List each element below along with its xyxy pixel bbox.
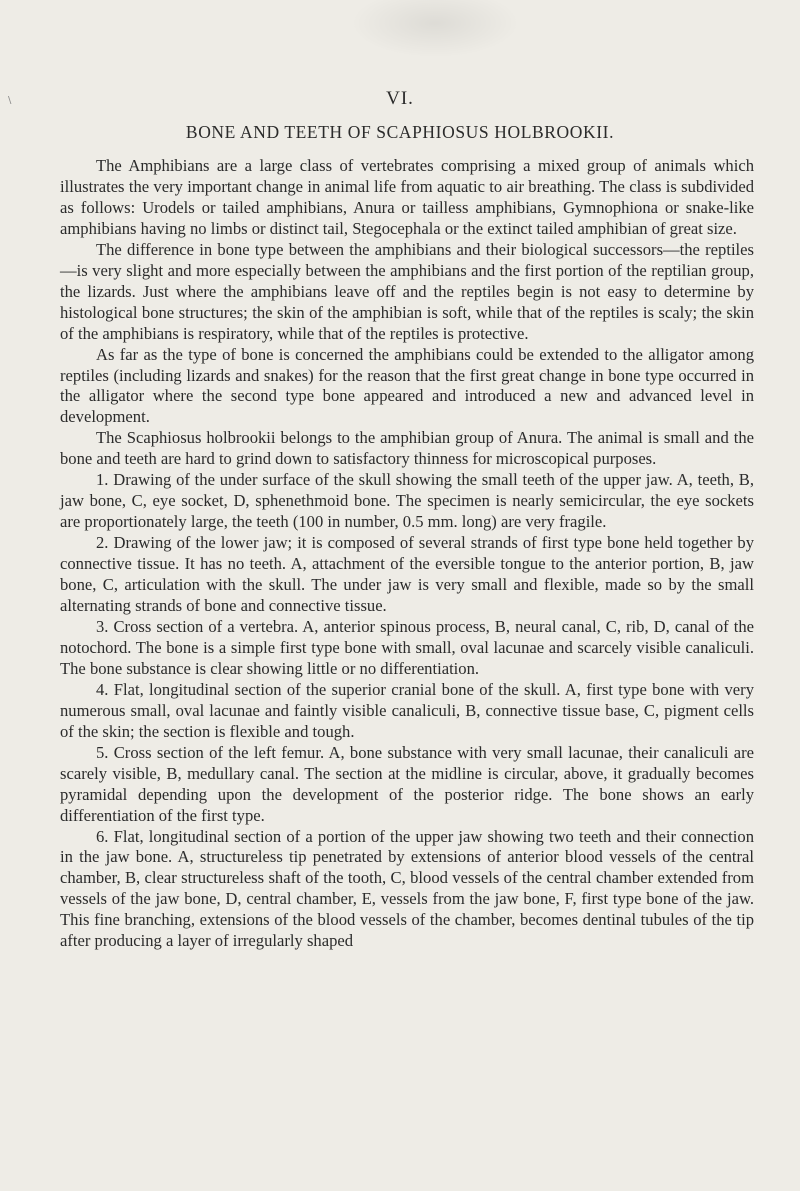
- chapter-title: BONE AND TEETH OF SCAPHIOSUS HOLBROOKII.: [185, 122, 615, 142]
- corner-mark: \: [8, 95, 12, 106]
- body-text: [60, 156, 754, 952]
- paragraph-bone-type: As far as the type of bone is concerned the amphibians could be extended to the alligator among reptiles (including lizards and snakes) for the reason that the first great change in bone type occurred in the alligator where the second type bone appeared and introduced a new and advanced level in development.: [60, 344, 754, 427]
- paragraph-bone-difference: The difference in bone type between the amphibians and their biological successors—the reptiles—is very slight and more especially between the amphibians and the first portion of the reptilian group, the lizards. Just where the amphibians leave off and the reptiles begin is not easy to determine by histological bone structures; the skin of the amphibian is soft, while that of the reptiles is scaly; the skin of the amphibians is respiratory, while that of the reptiles is protective.: [60, 239, 754, 343]
- paragraph-item-1: 1. Drawing of the under surface of the skull showing the small teeth of the upper jaw. A, teeth, B, jaw bone, C, eye socket, D, sphenethmoid bone. The specimen is nearly semicircular, the eye sockets are proportionately large, the teeth (100 in number, 0.5 mm. long) are very fragile.: [60, 470, 754, 532]
- chapter-number: VI.: [386, 88, 414, 109]
- page-shadow: [350, 0, 520, 58]
- paragraph-item-3: 3. Cross section of a vertebra. A, anterior spinous process, B, neural canal, C, rib, D, canal of the notochord. The bone is a simple first type bone with small, oval lacunae and scarcely visible canaliculi. The bone substance is clear showing little or no differentiation.: [60, 616, 754, 678]
- paragraph-item-2: 2. Drawing of the lower jaw; it is composed of several strands of first type bone held together by connective tissue. It has no teeth. A, attachment of the eversible tongue to the anterior portion, B, jaw bone, C, articulation with the skull. The under jaw is very small and flexible, made so by the small alternating strands of bone and connective tissue.: [60, 533, 754, 616]
- paragraph-item-6: 6. Flat, longitudinal section of a portion of the upper jaw showing two teeth and their connection in the jaw bone. A, structureless tip penetrated by extensions of anterior blood vessels of the central chamber, B, clear structureless shaft of the tooth, C, blood vessels of the central chamber extended from vessels of the jaw bone, D, central chamber, E, vessels from the jaw bone, F, first type bone of the jaw. This fine branching, extensions of the blood vessels of the chamber, becomes dentinal tubules of the tip after producing a layer of irregularly shaped: [60, 826, 754, 951]
- paragraph-item-5: 5. Cross section of the left femur. A, bone substance with very small lacunae, their canaliculi are scarely visible, B, medullary canal. The section at the midline is circular, above, it gradually becomes pyramidal depending upon the development of the posterior ridge. The bone shows an early differentiation of the first type.: [60, 742, 754, 825]
- paragraph-item-4: 4. Flat, longitudinal section of the superior cranial bone of the skull. A, first type bone with very numerous small, oval lacunae and faintly visible canaliculi, B, connective tissue base, C, pigment cells of the skin; the section is flexible and tough.: [60, 679, 754, 741]
- paragraph-scaphiosus: The Scaphiosus holbrookii belongs to the amphibian group of Anura. The animal is small and the bone and teeth are hard to grind down to satisfactory thinness for microscopical purposes.: [60, 428, 754, 469]
- paragraph-intro: The Amphibians are a large class of vertebrates comprising a mixed group of animals which illustrates the very important change in animal life from aquatic to air breathing. The class is subdivided as follows: Urodels or tailed amphibians, Anura or tailless amphibians, Gymnophiona or snake-like amphibians having no limbs or distinct tail, Stegocephala or the extinct tailed amphibian of great size.: [60, 156, 754, 238]
